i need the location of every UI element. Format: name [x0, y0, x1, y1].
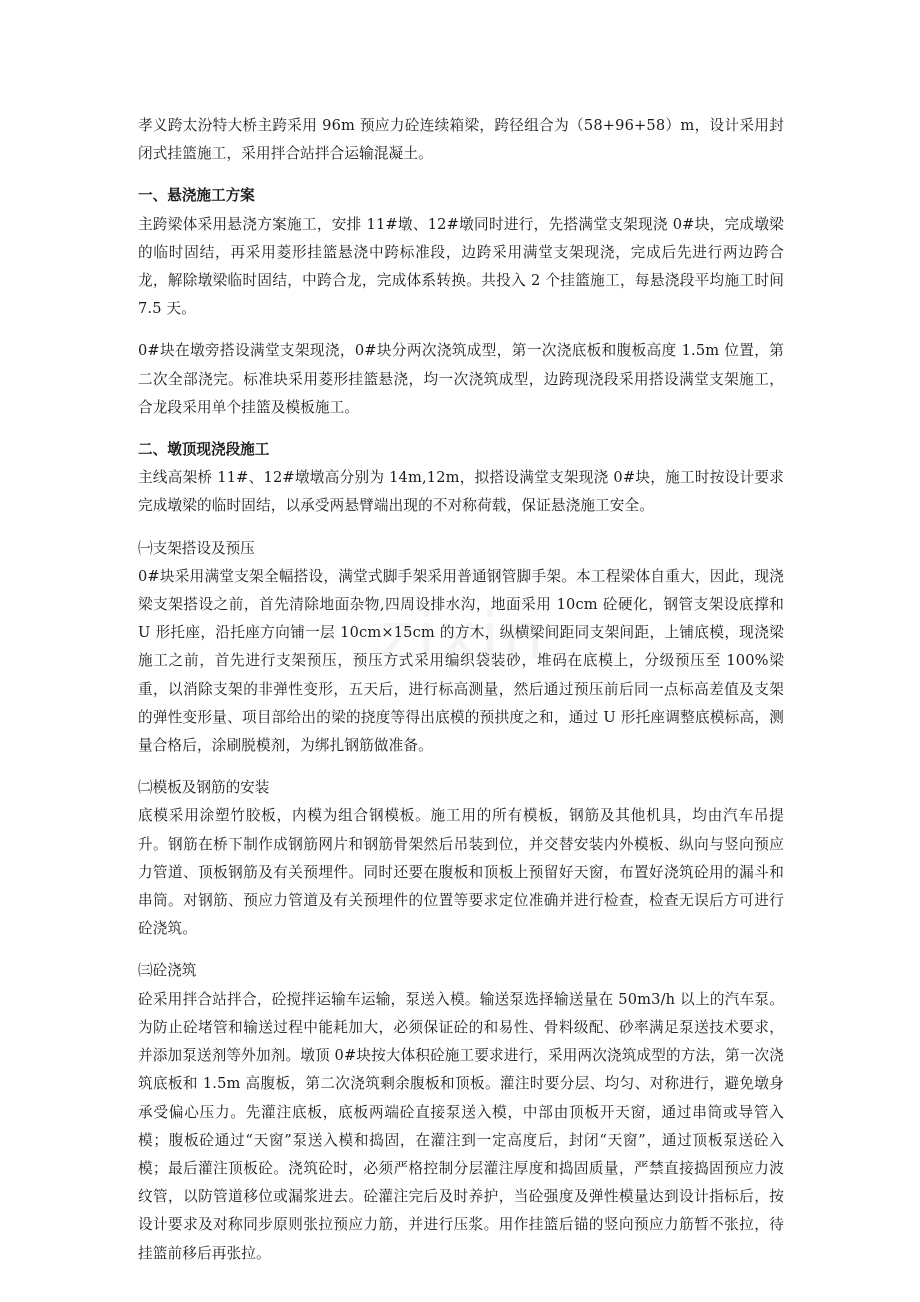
section1-paragraph-1: 主跨梁体采用悬浇方案施工，安排 11#墩、12#墩同时进行，先搭满堂支架现浇 0#块，完成墩梁的临时固结，再采用菱形挂篮悬浇中跨标准段，边跨采用满堂支架现浇，完成后先进行两边跨合龙，解除墩梁临时固结，中跨合龙，完成体系转换。共投入 2 个挂篮施工，每悬浇段平均施工时间 7.5 天。	[138, 215, 784, 318]
subsection-title-2: ㈡模板及钢筋的安装	[138, 779, 270, 797]
section-heading-2: 二、墩顶现浇段施工	[138, 441, 270, 459]
document-body	[138, 112, 784, 1274]
watermark-logo: zixin	[380, 600, 548, 674]
spacer	[138, 174, 784, 182]
section-heading-1: 一、悬浇施工方案	[138, 187, 255, 205]
subsection3-paragraph: 砼采用拌合站拌合，砼搅拌运输车运输，泵送入模。输送泵选择输送量在 50m3/h 以上的汽车泵。为防止砼堵管和输送过程中能耗加大，必须保证砼的和易性、骨料级配、砂率满足泵送技术要求，并添加泵送剂等外加剂。墩顶 0#块按大体积砼施工要求进行，采用两次浇筑成型的方法，第一次浇筑底板和 1.5m 高腹板，第二次浇筑剩余腹板和顶板。灌注时要分层、均匀、对称进行，避免墩身承受偏心压力。先灌注底板，底板两端砼直接泵送入模，中部由顶板开天窗，通过串筒或导管入模；腹板砼通过“天窗”泵送入模和捣固，在灌注到一定高度后，封闭“天窗”，通过顶板泵送砼入模；最后灌注顶板砼。浇筑砼时，必须严格控制分层灌注厚度和捣固质量，严禁直接捣固预应力波纹管，以防管道移位或漏浆进去。砼灌注完后及时养护，当砼强度及弹性模量达到设计指标后，按设计要求及对称同步原则张拉预应力筋，并进行压浆。用作挂篮后锚的竖向预应力筋暂不张拉，待挂篮前移后再张拉。	[138, 990, 784, 1262]
spacer	[138, 329, 784, 337]
spacer	[138, 428, 784, 436]
subsection2-paragraph: 底模采用涂塑竹胶板，内模为组合钢模板。施工用的所有模板，钢筋及其他机具，均由汽车吊提升。钢筋在桥下制作成钢筋网片和钢筋骨架然后吊装到位，并交替安装内外模板、纵向与竖向预应力管道、顶板钢筋及有关预埋件。同时还要在腹板和顶板上预留好天窗，布置好浇筑砼用的漏斗和串筒。对钢筋、预应力管道及有关预埋件的位置等要求定位准确并进行检查，检查无误后方可进行砼浇筑。	[138, 807, 784, 938]
section1-paragraph-2: 0#块在墩旁搭设满堂支架现浇，0#块分两次浇筑成型，第一次浇底板和腹板高度 1.5m 位置，第二次全部浇完。标准块采用菱形挂篮悬浇，均一次浇筑成型，边跨现浇段采用搭设满堂支架施工，合龙段采用单个挂篮及模板施工。	[138, 342, 784, 416]
spacer	[138, 766, 784, 774]
intro-paragraph: 孝义跨太汾特大桥主跨采用 96m 预应力砼连续箱梁，跨径组合为（58+96+58）m，设计采用封闭式挂篮施工，采用拌合站拌合运输混凝土。	[138, 117, 784, 163]
spacer	[138, 527, 784, 535]
section2-paragraph-1: 主线高架桥 11#、12#墩墩高分别为 14m,12m，拟搭设满堂支架现浇 0#块，施工时按设计要求完成墩梁的临时固结，以承受两悬臂端出现的不对称荷载，保证悬浇施工安全。	[138, 469, 784, 515]
subsection-title-3: ㈢砼浇筑	[138, 962, 197, 980]
subsection-title-1: ㈠支架搭设及预压	[138, 539, 255, 557]
spacer	[138, 949, 784, 957]
subsection1-paragraph: 0#块采用满堂支架全幅搭设，满堂式脚手架采用普通钢管脚手架。本工程梁体自重大，因此，现浇梁支架搭设之前，首先清除地面杂物,四周设排水沟，地面采用 10cm 砼硬化，钢管支架设底撑和 U 形托座，沿托座方向铺一层 10cm×15cm 的方木，纵横梁间距同支架间距，上铺底模，现浇梁施工之前，首先进行支架预压，预压方式采用编织袋装砂，堆码在底模上，分级预压至 100%梁重，以消除支架的非弹性变形，五天后，进行标高测量，然后通过预压前后同一点标高差值及支架的弹性变形量、项目部给出的梁的挠度等得出底模的预拱度之和，通过 U 形托座调整底模标高，测量合格后，涂刷脱模剂，为绑扎钢筋做准备。	[138, 567, 784, 755]
